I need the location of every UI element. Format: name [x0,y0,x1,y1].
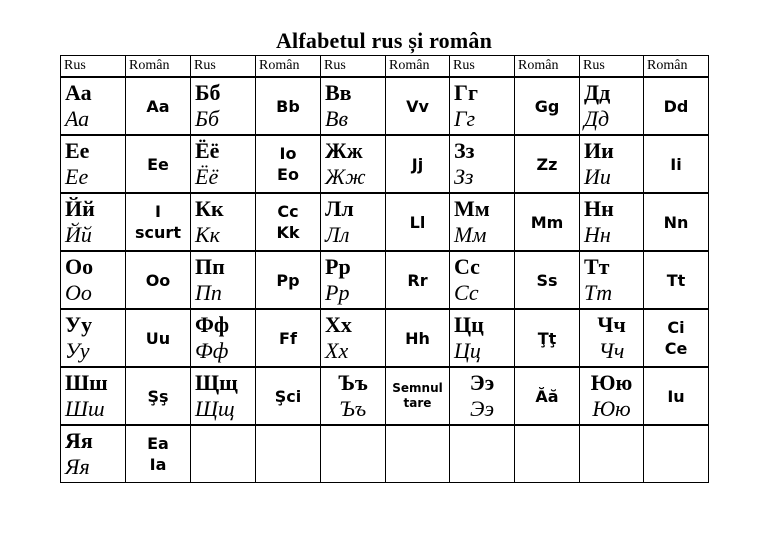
romanian-equivalent-cell [126,425,191,483]
empty-cell [191,425,256,483]
russian-letter-italic: Нн [584,222,611,247]
romanian-equivalent-cell [256,251,321,309]
russian-letter-cell [580,251,644,309]
russian-letter-italic: Жж [325,164,366,189]
romanian-equivalent-line: Ea [147,434,169,453]
romanian-equivalent-cell [644,77,709,135]
russian-letter-print: Йй [65,196,95,221]
russian-letter-italic: Кк [195,222,220,247]
russian-letter-cell [450,77,515,135]
romanian-equivalent-cell [386,77,450,135]
russian-letter-italic: Вв [325,106,348,131]
romanian-equivalent-line: Ff [279,328,297,348]
empty-cell [644,425,709,483]
romanian-equivalent-cell [386,251,450,309]
russian-letter-italic: Цц [454,338,481,363]
romanian-equivalent-line: Cc [277,202,299,221]
romanian-equivalent-line: tare [403,396,432,410]
russian-letter-italic: Пп [195,280,222,305]
romanian-equivalent-cell [256,309,321,367]
romanian-equivalent-line: Ia [149,455,167,474]
header-cell: Român [644,56,709,78]
russian-letter-cell [450,135,515,193]
russian-letter-print: Щщ [195,370,238,395]
russian-letter-print: Пп [195,254,225,279]
russian-letter-print: Фф [195,312,230,337]
russian-letter-print: Аа [65,80,92,105]
russian-letter-cell [321,135,386,193]
russian-letter-italic: Аа [65,106,90,131]
empty-cell [580,425,644,483]
romanian-equivalent-cell [256,135,321,193]
russian-letter-cell [191,77,256,135]
russian-letter-cell [61,193,126,251]
russian-letter-cell [450,251,515,309]
romanian-equivalent-line: Ii [670,154,682,174]
romanian-equivalent-line: Iu [667,386,685,406]
russian-letter-cell [61,367,126,425]
russian-letter-cell [580,309,644,367]
header-cell: Rus [191,56,256,78]
romanian-equivalent-cell [644,251,709,309]
russian-letter-cell [61,251,126,309]
header-cell: Rus [321,56,386,78]
russian-letter-print: Бб [195,80,221,105]
russian-letter-italic: Сс [454,280,479,305]
romanian-equivalent-line: Kk [276,223,300,242]
romanian-equivalent-line: I [155,202,161,221]
page-title: Alfabetul rus și român [275,28,493,53]
alphabet-body [61,77,709,483]
russian-letter-print: Ээ [469,370,495,395]
table-row [61,425,709,483]
russian-letter-italic: Уу [65,338,90,363]
romanian-equivalent-line: Ce [664,339,688,358]
russian-letter-print: Юю [590,370,633,395]
romanian-equivalent-line: Zz [536,154,558,174]
romanian-equivalent-cell [386,193,450,251]
russian-letter-cell [61,425,126,483]
header-cell: Român [256,56,321,78]
russian-letter-print: Шш [65,370,108,395]
russian-letter-italic: Ээ [469,396,495,421]
romanian-equivalent-line: Hh [405,328,430,348]
romanian-equivalent-line: Vv [406,96,429,116]
russian-letter-cell [450,367,515,425]
romanian-equivalent-cell [256,77,321,135]
table-row [61,77,709,135]
russian-letter-cell [450,193,515,251]
russian-letter-cell [61,135,126,193]
russian-letter-print: Ёё [195,138,220,163]
russian-letter-print: Уу [65,312,93,337]
romanian-equivalent-line: Tt [666,270,686,290]
header-cell: Român [515,56,580,78]
romanian-equivalent-line: Dd [663,96,689,116]
empty-cell [515,425,580,483]
russian-letter-cell [321,193,386,251]
russian-letter-cell [321,309,386,367]
romanian-equivalent-line: Bb [276,96,300,116]
russian-letter-cell [450,309,515,367]
romanian-equivalent-line: Aa [146,96,170,116]
romanian-equivalent-cell [644,367,709,425]
romanian-equivalent-cell [386,367,450,425]
romanian-equivalent-line: Uu [145,328,171,348]
russian-letter-italic: Щщ [195,396,235,421]
header-cell: Rus [450,56,515,78]
russian-letter-cell [580,77,644,135]
header-cell: Român [126,56,191,78]
romanian-equivalent-line: Jj [411,154,424,174]
romanian-equivalent-line: Gg [534,96,560,116]
russian-letter-print: Вв [325,80,352,105]
russian-letter-italic: Йй [65,222,92,247]
empty-cell [321,425,386,483]
russian-letter-print: Ии [584,138,614,163]
russian-letter-cell [191,367,256,425]
romanian-equivalent-line: Ci [667,318,685,337]
empty-cell [450,425,515,483]
russian-letter-print: Жж [325,138,363,163]
romanian-equivalent-line: Ee [147,154,169,174]
romanian-equivalent-cell [126,251,191,309]
romanian-equivalent-cell [386,135,450,193]
russian-letter-italic: Ёё [195,164,219,189]
russian-letter-italic: Мм [454,222,487,247]
russian-letter-cell [321,367,386,425]
russian-letter-print: Гг [454,80,478,105]
romanian-equivalent-line: Nn [663,212,689,232]
romanian-equivalent-cell [515,77,580,135]
table-row [61,135,709,193]
romanian-equivalent-line: Ăă [535,386,559,406]
romanian-equivalent-cell [515,367,580,425]
russian-letter-print: Яя [65,428,93,453]
russian-letter-print: Ъъ [338,370,368,395]
russian-letter-cell [191,309,256,367]
russian-letter-cell [580,193,644,251]
romanian-equivalent-cell [126,135,191,193]
russian-letter-italic: Бб [195,106,220,131]
russian-letter-cell [191,193,256,251]
russian-letter-italic: Тт [584,280,613,305]
russian-letter-italic: Оо [65,280,92,305]
russian-letter-cell [191,251,256,309]
russian-letter-italic: Шш [65,396,105,421]
russian-letter-italic: Рр [325,280,350,305]
romanian-equivalent-line: Eo [277,165,299,184]
header-cell: Român [386,56,450,78]
romanian-equivalent-line: Pp [276,270,300,290]
russian-letter-print: Чч [597,312,626,337]
romanian-equivalent-cell [515,309,580,367]
russian-letter-italic: Зз [454,164,474,189]
romanian-equivalent-line: Şci [274,386,302,406]
romanian-equivalent-line: Ţţ [537,328,557,348]
russian-letter-italic: Хх [325,338,349,363]
romanian-equivalent-cell [644,309,709,367]
russian-letter-print: Цц [454,312,484,337]
russian-letter-italic: Чч [598,338,625,363]
romanian-equivalent-line: Semnul [392,381,443,395]
romanian-equivalent-cell [515,251,580,309]
romanian-equivalent-line: Rr [407,270,428,290]
russian-letter-italic: Лл [325,222,350,247]
table-row [61,309,709,367]
russian-letter-print: Мм [454,196,490,221]
russian-letter-print: Тт [584,254,610,279]
romanian-equivalent-cell [256,193,321,251]
russian-letter-cell [191,135,256,193]
table-row [61,367,709,425]
romanian-equivalent-cell [126,367,191,425]
romanian-equivalent-line: scurt [135,223,181,242]
russian-letter-cell [61,77,126,135]
russian-letter-print: Дд [584,80,611,105]
russian-letter-italic: Ее [65,164,89,189]
alphabet-table [60,55,709,483]
russian-letter-print: Хх [325,312,352,337]
russian-letter-print: Нн [584,196,614,221]
russian-letter-italic: Гг [454,106,476,131]
russian-letter-cell [321,251,386,309]
russian-letter-cell [580,135,644,193]
russian-letter-cell [580,367,644,425]
header-cell: Rus [61,56,126,78]
russian-letter-italic: Дд [584,106,610,131]
russian-letter-italic: Фф [195,338,229,363]
header-row [61,56,709,78]
russian-letter-print: Кк [195,196,224,221]
romanian-equivalent-cell [644,135,709,193]
russian-letter-print: Оо [65,254,94,279]
russian-letter-print: Зз [454,138,475,163]
russian-letter-cell [61,309,126,367]
russian-letter-italic: Ъъ [339,396,367,421]
russian-letter-print: Сс [454,254,480,279]
romanian-equivalent-cell [515,193,580,251]
table-row [61,193,709,251]
russian-letter-italic: Яя [65,454,90,479]
romanian-equivalent-cell [644,193,709,251]
romanian-equivalent-cell [515,135,580,193]
russian-letter-italic: Юю [592,396,631,421]
romanian-equivalent-cell [126,77,191,135]
empty-cell [256,425,321,483]
header-cell: Rus [580,56,644,78]
romanian-equivalent-line: Ll [409,212,426,232]
romanian-equivalent-cell [386,309,450,367]
romanian-equivalent-line: Şş [147,386,169,406]
empty-cell [386,425,450,483]
russian-letter-print: Ее [65,138,90,163]
table-row [61,251,709,309]
russian-letter-cell [321,77,386,135]
romanian-equivalent-cell [126,193,191,251]
romanian-equivalent-cell [126,309,191,367]
romanian-equivalent-line: Io [279,144,297,163]
romanian-equivalent-cell [256,367,321,425]
russian-letter-print: Рр [325,254,351,279]
romanian-equivalent-line: Ss [536,270,558,290]
romanian-equivalent-line: Mm [530,212,564,232]
russian-letter-italic: Ии [584,164,611,189]
romanian-equivalent-line: Oo [145,270,171,290]
russian-letter-print: Лл [325,196,354,221]
